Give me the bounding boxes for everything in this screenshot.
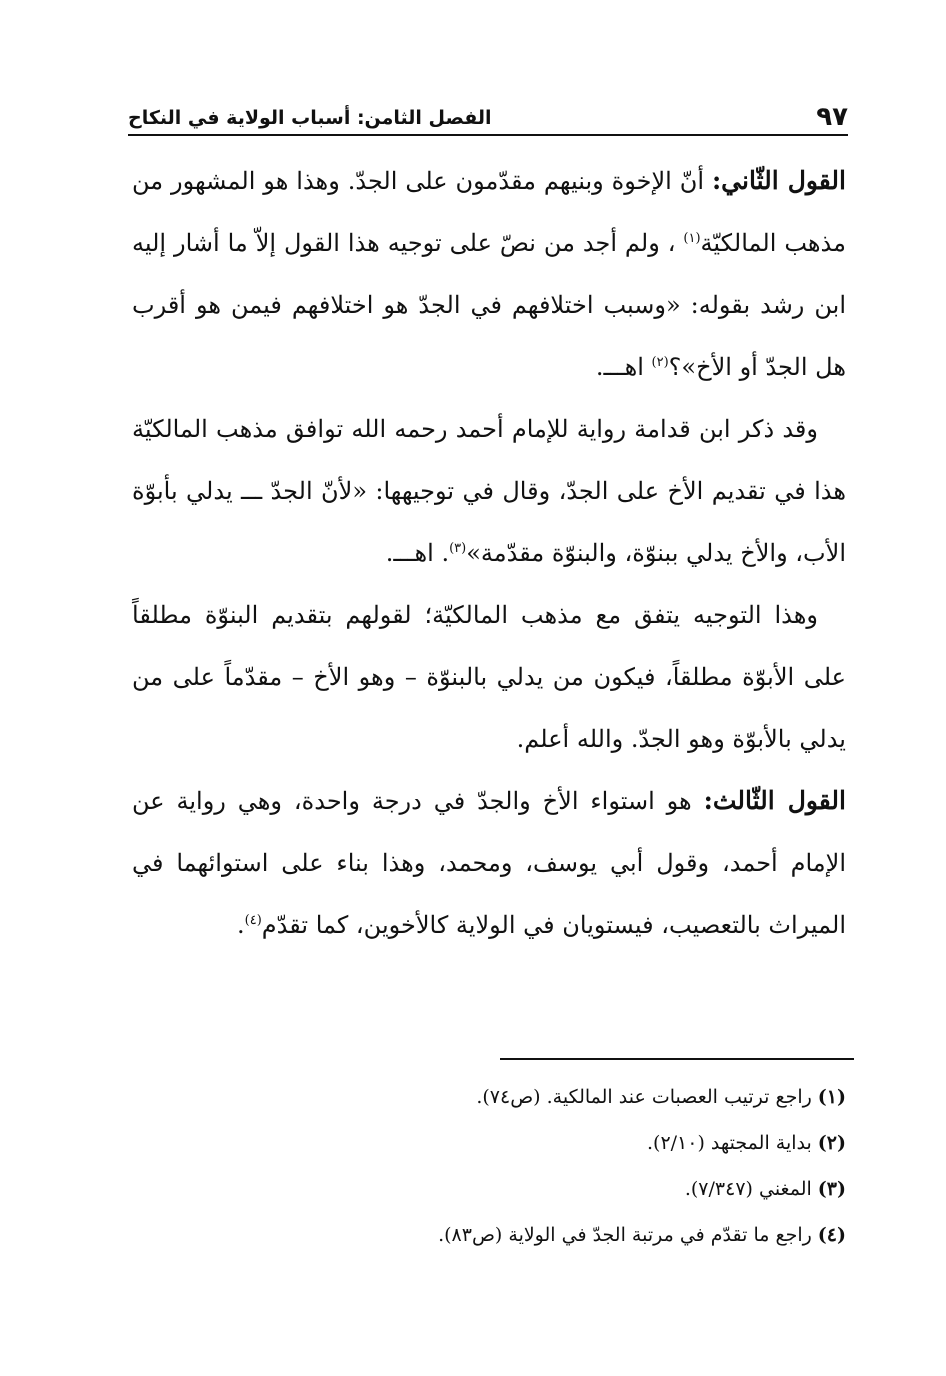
paragraph-text: . اهـــ. bbox=[385, 539, 450, 567]
footnote-ref: (٢) bbox=[651, 355, 669, 370]
footnote-text: المغني (٧/٣٤٧). bbox=[684, 1178, 812, 1200]
footnote-text: راجع ما تقدّم في مرتبة الجدّ في الولاية (ص٨٣). bbox=[438, 1224, 812, 1246]
footnotes bbox=[150, 1074, 846, 1258]
footnote-item bbox=[150, 1166, 846, 1212]
footnote-ref: (٣) bbox=[449, 541, 467, 556]
paragraph-text: اهـــ. bbox=[595, 353, 652, 381]
footnote-divider bbox=[500, 1058, 854, 1060]
footnote-ref: (١) bbox=[683, 231, 701, 246]
paragraph-text: هو استواء الأخ والجدّ في درجة واحدة، وهي رواية عن الإمام أحمد، وقول أبي يوسف، ومحمد، وهذا بناء على استوائهما في الميراث بالتعصيب، فيستويان في الولاية كالأخوين، كما تقدّم bbox=[132, 787, 846, 939]
footnote-number: (٣) bbox=[817, 1178, 846, 1200]
paragraph-ibn-qudama bbox=[132, 398, 846, 584]
footnote-number: (١) bbox=[817, 1086, 846, 1108]
paragraph-text: وقد ذكر ابن قدامة رواية للإمام أحمد رحمه الله توافق مذهب المالكيّة هذا في تقديم الأخ على الجدّ، وقال في توجيهها: «لأنّ الجدّ ـــ يدلي بأبوّة الأب، والأخ يدلي ببنوّة، والبنوّة مقدّمة» bbox=[132, 415, 846, 567]
footnote-item bbox=[150, 1212, 846, 1258]
page-number: ٩٧ bbox=[816, 102, 848, 132]
paragraph-second-opinion bbox=[132, 150, 846, 398]
main-text bbox=[132, 150, 846, 956]
paragraph-text: . bbox=[237, 911, 245, 939]
section-lead: القول الثّاني: bbox=[711, 166, 846, 195]
running-title: الفصل الثامن: أسباب الولاية في النكاح bbox=[128, 107, 492, 129]
footnote-text: راجع ترتيب العصبات عند المالكية. (ص٧٤). bbox=[476, 1086, 812, 1108]
page-header bbox=[128, 92, 848, 132]
footnote-number: (٢) bbox=[817, 1132, 846, 1154]
paragraph-third-opinion bbox=[132, 770, 846, 956]
footnote-text: بداية المجتهد (٢/١٠). bbox=[647, 1132, 812, 1154]
section-lead: القول الثّالث: bbox=[703, 786, 846, 815]
paragraph-text: أنّ الإخوة وبنيهم مقدّمون على الجدّ. وهذا هو المشهور من مذهب المالكيّة bbox=[132, 167, 846, 257]
paragraph-text: وهذا التوجيه يتفق مع مذهب المالكيّة؛ لقولهم بتقديم البنوّة مطلقاً على الأبوّة مطلقاً، فيكون من يدلي بالبنوّة – وهو الأخ – مقدّماً على من يدلي بالأبوّة وهو الجدّ. والله أعلم. bbox=[132, 601, 846, 753]
footnote-number: (٤) bbox=[817, 1224, 846, 1246]
footnote-ref: (٤) bbox=[244, 913, 262, 928]
paragraph-reasoning bbox=[132, 584, 846, 770]
footnote-item bbox=[150, 1074, 846, 1120]
paragraph-text: ، ولم أجد من نصّ على توجيه هذا القول إلاّ ما أشار إليه ابن رشد بقوله: «وسبب اختلافهم في الجدّ هو اختلافهم فيمن هو أقرب هل الجدّ أو الأخ»؟ bbox=[132, 229, 846, 381]
header-divider bbox=[128, 134, 848, 136]
footnote-item bbox=[150, 1120, 846, 1166]
